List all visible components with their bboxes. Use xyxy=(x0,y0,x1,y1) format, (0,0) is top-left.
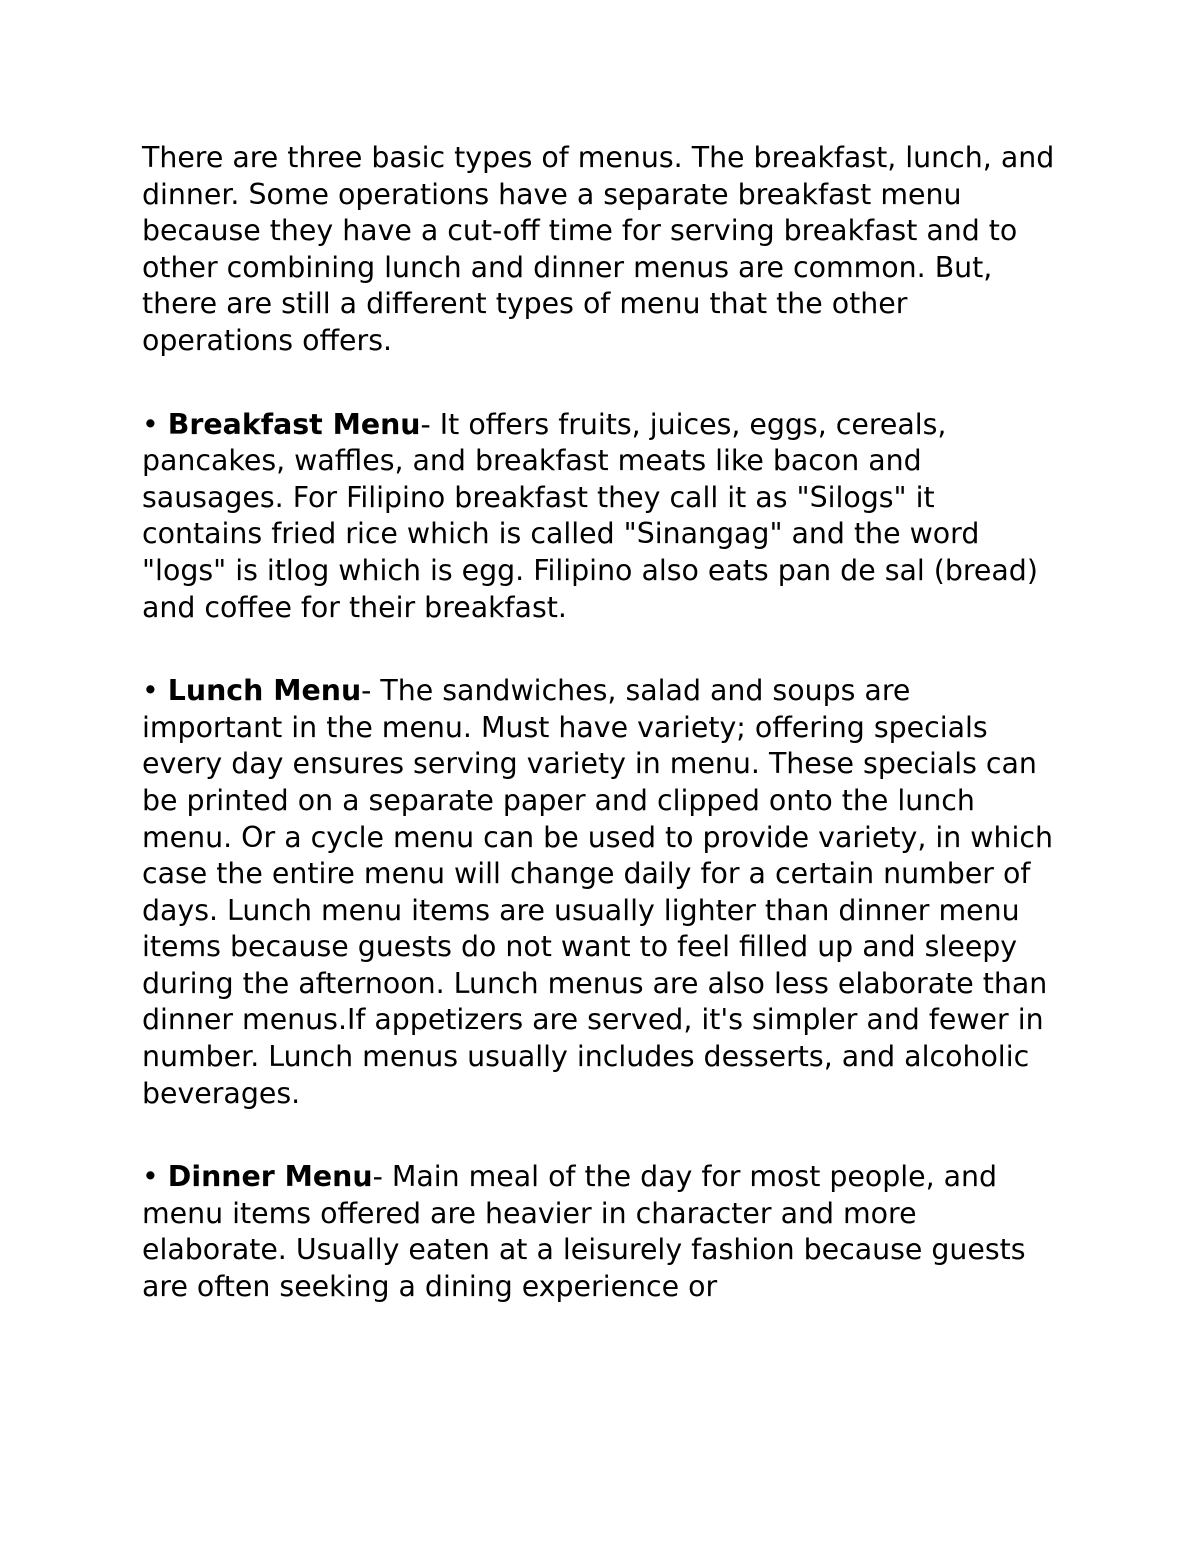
breakfast-menu-text: - It offers fruits, juices, eggs, cereals, pancakes, waffles, and breakfast meats like bacon and sausages. For Filipino breakfast they call it as "Silogs" it contains fried rice which is called "Sinangag" and the word "logs" is itlog which is egg. Filipino also eats pan de sal (bread) and coffee for their breakfast. xyxy=(142,407,1038,624)
lunch-menu-paragraph xyxy=(142,673,1057,1112)
intro-paragraph: There are three basic types of menus. The breakfast, lunch, and dinner. Some operations have a separate breakfast menu because they have a cut-off time for serving breakfast and to other combining lunch and dinner menus are common. But, there are still a different types of menu that the other operations offers. xyxy=(142,141,1055,357)
bullet-marker: • xyxy=(142,407,168,441)
bullet-marker: • xyxy=(142,674,168,708)
lunch-menu-term: Lunch Menu xyxy=(167,674,362,708)
dinner-menu-paragraph xyxy=(142,1159,1057,1305)
bullet-marker: • xyxy=(142,1160,168,1194)
breakfast-menu-paragraph xyxy=(142,407,1057,627)
breakfast-menu-term: Breakfast Menu xyxy=(167,407,421,441)
lunch-menu-text: - The sandwiches, salad and soups are important in the menu. Must have variety; offering specials every day ensures serving variety in menu. These specials can be printed on a separate paper and clipped onto the lunch menu. Or a cycle menu can be used to provide variety, in which case the entire menu will change daily for a certain number of days. Lunch menu items are usually lighter than dinner menu items because guests do not want to feel filled up and sleepy during the afternoon. Lunch menus are also less elaborate than dinner menus.If appetizers are served, it's simpler and fewer in number. Lunch menus usually includes desserts, and alcoholic beverages. xyxy=(142,674,1053,1110)
dinner-menu-text: - Main meal of the day for most people, and menu items offered are heavier in character and more elaborate. Usually eaten at a leisurely fashion because guests are often seeking a dining experience or xyxy=(142,1160,1026,1304)
dinner-menu-term: Dinner Menu xyxy=(167,1160,373,1194)
document-body xyxy=(142,140,1057,1353)
